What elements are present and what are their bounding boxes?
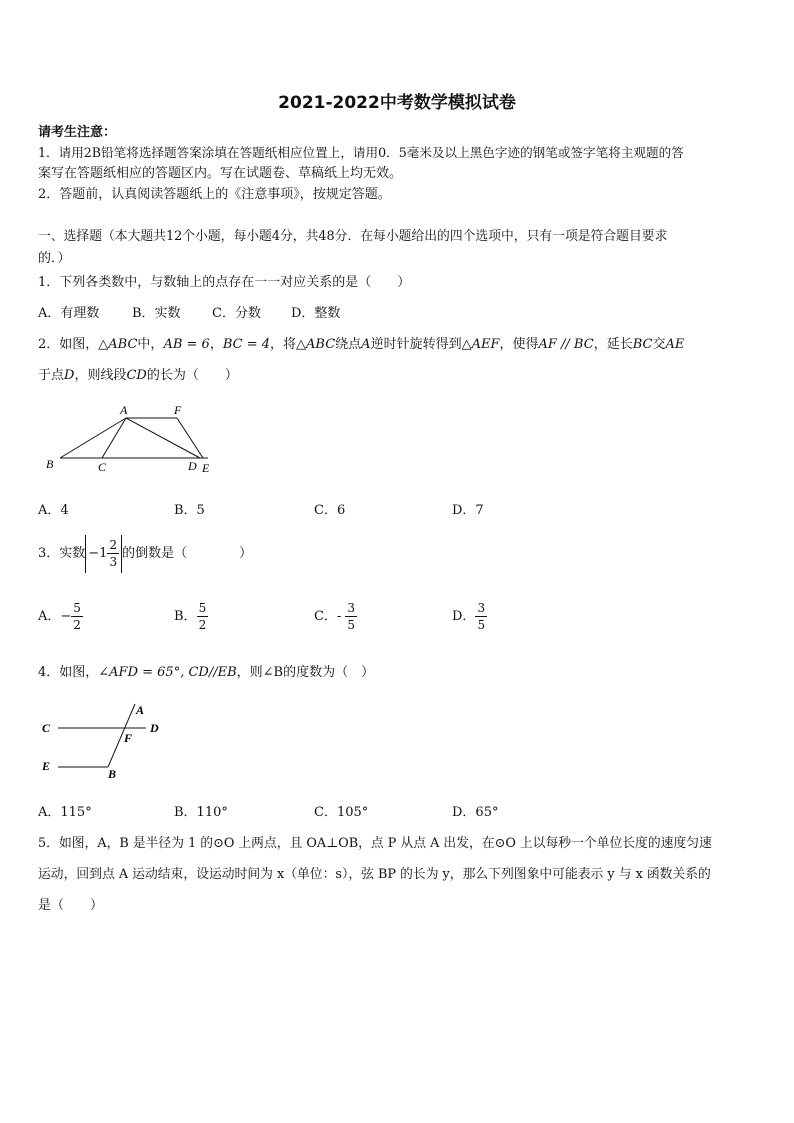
question-5-line-3: 是（ ） <box>38 898 104 913</box>
q2-option-b[interactable]: B．5 <box>174 503 205 518</box>
page-title: 2021-2022中考数学模拟试卷 <box>278 93 516 113</box>
question-2-stem-line-2 <box>38 364 238 383</box>
q2-triangle-abc: △ABC <box>98 337 138 352</box>
q4-label-b: B <box>108 767 117 781</box>
q3-abs-denominator: 3 <box>109 554 118 569</box>
q2-line-fe <box>177 418 203 458</box>
q3-option-denominator: 2 <box>198 618 207 632</box>
q3-option-fraction <box>71 602 83 631</box>
q3-abs-whole: −1 <box>88 545 108 561</box>
section-line-2: 的．） <box>38 251 71 266</box>
q2-segment-cd: CD <box>126 368 147 383</box>
q2-text: ，则线段 <box>74 368 127 383</box>
q2-text: 交 <box>652 337 666 352</box>
question-3-stem <box>38 534 252 574</box>
q2-option-d[interactable]: D．7 <box>452 503 484 518</box>
q2-text: ，使得 <box>499 337 539 352</box>
q2-option-a[interactable]: A．4 <box>38 503 69 518</box>
q4-text: 4．如图， <box>38 665 99 680</box>
q2-point-d: D <box>64 368 75 383</box>
q2-bc-length: BC = 4 <box>222 337 270 352</box>
q1-option-a[interactable]: A．有理数 <box>38 306 100 321</box>
q4-option-d[interactable]: D．65° <box>452 805 499 820</box>
notice-line-1b: 案写在答题纸相应的答题区内。写在试题卷、草稿纸上均无效。 <box>38 166 403 181</box>
q4-label-a: A <box>136 703 145 717</box>
q3-option-numerator: 5 <box>73 601 81 615</box>
q4-label-f: F <box>124 731 133 745</box>
q2-text: 于点 <box>38 368 65 383</box>
question-5-line-2: 运动，回到点 A 运动结束，设运动时间为 x（单位：s），弦 BP 的长为 y，那么下列图象中可能表示 y 与 x 函数关系的 <box>38 867 711 882</box>
q3-option-label: C． <box>314 609 337 624</box>
q2-text: 逆时针旋转得到 <box>370 337 462 352</box>
q2-figure <box>40 400 220 480</box>
q2-label-b: B <box>46 457 54 471</box>
q2-triangle-aef: △AEF <box>461 337 500 352</box>
q3-text: 的倒数是（ ） <box>122 546 253 561</box>
q2-label-e: E <box>202 461 210 475</box>
q3-option-label: B． <box>174 609 197 624</box>
q2-text: ，延长 <box>593 337 633 352</box>
q2-label-c: C <box>98 460 107 474</box>
q3-abs-numerator: 2 <box>109 537 118 552</box>
q4-label-d: D <box>150 721 159 735</box>
q4-figure <box>38 698 178 783</box>
q2-text: 2．如图， <box>38 337 99 352</box>
q2-triangle-abc: △ABC <box>296 337 336 352</box>
q2-text: ， <box>209 337 223 352</box>
q3-abs-fraction <box>107 539 119 568</box>
q3-option-numerator: 3 <box>347 601 355 615</box>
question-2-stem-line-1 <box>38 333 684 352</box>
q3-option-denominator: 5 <box>347 618 355 632</box>
q3-option-c[interactable] <box>314 597 357 637</box>
q3-option-d[interactable] <box>452 597 487 637</box>
question-1-stem: 1．下列各类数中，与数轴上的点存在一一对应关系的是（ ） <box>38 275 411 290</box>
q4-option-c[interactable]: C．105° <box>314 805 369 820</box>
q3-option-sign: − <box>60 609 72 624</box>
q3-absolute-value <box>85 535 122 573</box>
q3-option-label: A． <box>38 609 61 624</box>
q4-condition: ∠AFD = 65°, CD//EB <box>98 665 237 680</box>
q3-text: 3．实数 <box>38 546 86 561</box>
q2-text: 中， <box>137 337 164 352</box>
q3-option-a[interactable] <box>38 597 83 637</box>
question-4-stem <box>38 661 374 680</box>
q1-option-c[interactable]: C．分数 <box>212 306 261 321</box>
q4-label-c: C <box>42 721 51 735</box>
q3-option-fraction <box>345 602 357 631</box>
q3-option-numerator: 5 <box>198 601 207 615</box>
q2-parallel-condition: AF // BC <box>538 337 594 352</box>
q3-option-denominator: 5 <box>477 618 486 632</box>
notice-line-1: 1．请用2B铅笔将选择题答案涂填在答题纸相应位置上，请用0．5毫米及以上黑色字迹的钢笔或签字笔将主观题的答 <box>38 145 684 160</box>
q2-option-c[interactable]: C．6 <box>314 503 346 518</box>
q3-option-b[interactable] <box>174 597 208 637</box>
notice-line-2: 2．答题前，认真阅读答题纸上的《注意事项》，按规定答题。 <box>38 187 391 202</box>
q2-text: 绕点 <box>335 337 362 352</box>
q2-label-d: D <box>188 459 197 473</box>
q1-option-b[interactable]: B．实数 <box>132 306 181 321</box>
q2-label-a: A <box>120 403 128 417</box>
q3-option-label: D． <box>452 609 476 624</box>
question-5-line-1: 5．如图，A，B 是半径为 1 的⊙O 上两点，且 OA⊥OB，点 P 从点 A 出发，在⊙O 上以每秒一个单位长度的速度匀速 <box>38 836 712 851</box>
q3-option-sign: - <box>336 609 342 624</box>
q3-option-numerator: 3 <box>477 601 486 615</box>
q2-text: 的长为（ ） <box>146 368 238 383</box>
q2-label-f: F <box>174 403 182 417</box>
notice-heading: 请考生注意： <box>38 125 117 140</box>
q2-line-ad <box>126 418 200 458</box>
q4-text: ，则∠B的度数为（ ） <box>236 665 375 680</box>
section-line-1: 一、选择题（本大题共12个小题，每小题4分，共48分．在每小题给出的四个选项中，只有一项是符合题目要求 <box>38 229 668 244</box>
q2-segment-ae: AE <box>665 337 685 352</box>
q2-line-ac <box>102 418 126 458</box>
q2-point-a: A <box>361 337 371 352</box>
q2-line-ab <box>60 418 126 458</box>
q4-option-b[interactable]: B．110° <box>174 805 228 820</box>
q4-option-a[interactable]: A．115° <box>38 805 92 820</box>
q2-text: ，将 <box>270 337 297 352</box>
q3-option-fraction <box>197 602 209 631</box>
q4-label-e: E <box>42 759 51 773</box>
q3-option-denominator: 2 <box>73 618 81 632</box>
q3-option-fraction <box>475 602 487 631</box>
q2-ab-length: AB = 6 <box>163 337 210 352</box>
q1-option-d[interactable]: D．整数 <box>291 306 341 321</box>
q2-segment-bc: BC <box>632 337 653 352</box>
